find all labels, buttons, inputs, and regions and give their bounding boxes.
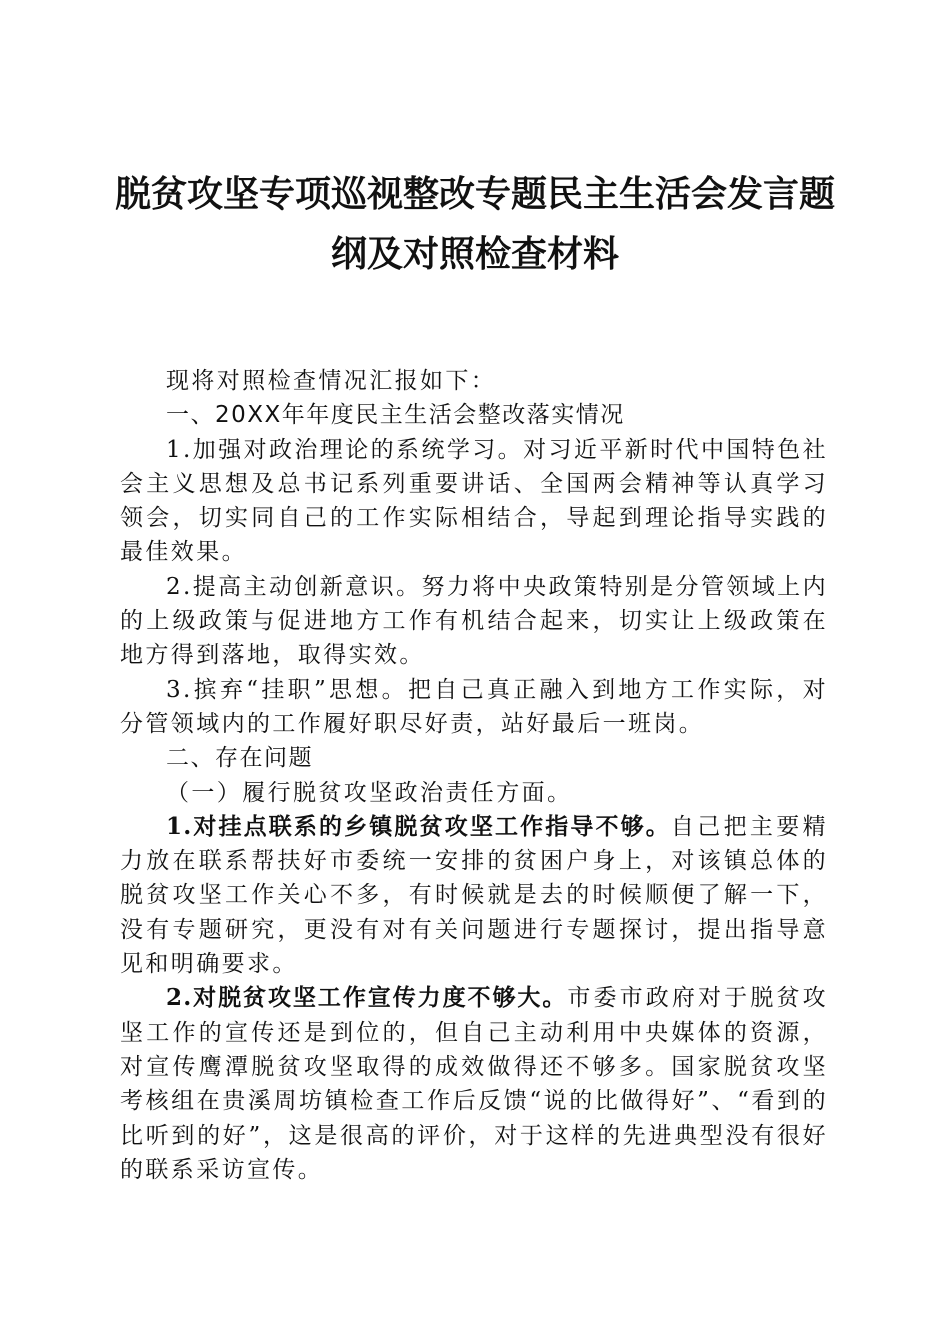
problem-2-lead: 2.对脱贫攻坚工作宣传力度不够大。 <box>166 984 568 1012</box>
title-line-2: 纲及对照检查材料 <box>330 233 619 275</box>
problem-1-lead: 1.对挂点联系的乡镇脱贫攻坚工作指导不够。 <box>166 812 671 840</box>
section-1-item-3: 3.摈弃“挂职”思想。把自己真正融入到地方工作实际，对分管领域内的工作履好职尽好责，站好最后一班岗。 <box>120 676 828 737</box>
document-title <box>110 164 840 284</box>
title-line-1: 脱贫攻坚专项巡视整改专题民主生活会发言题 <box>114 173 835 215</box>
problem-2-paragraph <box>120 981 828 1187</box>
problem-1-text: 自己把主要精力放在联系帮扶好市委统一安排的贫困户身上，对该镇总体的脱贫攻坚工作关心不多，有时候就是去的时候顺便了解一下，没有专题研究，更没有对有关问题进行专题探讨，提出指导意见和明确要求。 <box>120 813 828 978</box>
section-2-heading: 二、存在问题 <box>166 745 313 772</box>
section-1-heading: 一、20XX年年度民主生活会整改落实情况 <box>166 402 625 429</box>
intro-paragraph: 现将对照检查情况汇报如下： <box>166 368 497 394</box>
document-body <box>120 364 828 1187</box>
problem-2-text: 市委市政府对于脱贫攻坚工作的宣传还是到位的，但自己主动利用中央媒体的资源，对宣传鹰潭脱贫攻坚取得的成效做得还不够多。国家脱贫攻坚考核组在贵溪周坊镇检查工作后反馈“说的比做得好”、“看到的比听到的好”，这是很高的评价，对于这样的先进典型没有很好的联系采访宣传。 <box>120 985 829 1183</box>
section-1-item-2: 2.提高主动创新意识。努力将中央政策特别是分管领域上内的上级政策与促进地方工作有机结合起来，切实让上级政策在地方得到落地，取得实效。 <box>120 573 828 669</box>
section-1-item-1: 1.加强对政治理论的系统学习。对习近平新时代中国特色社会主义思想及总书记系列重要讲话、全国两会精神等认真学习领会，切实同自己的工作实际相结合，导起到理论指导实践的最佳效果。 <box>120 436 828 566</box>
subsection-1-heading: （一）履行脱贫攻坚政治责任方面。 <box>166 779 573 806</box>
problem-1-paragraph <box>120 810 828 981</box>
